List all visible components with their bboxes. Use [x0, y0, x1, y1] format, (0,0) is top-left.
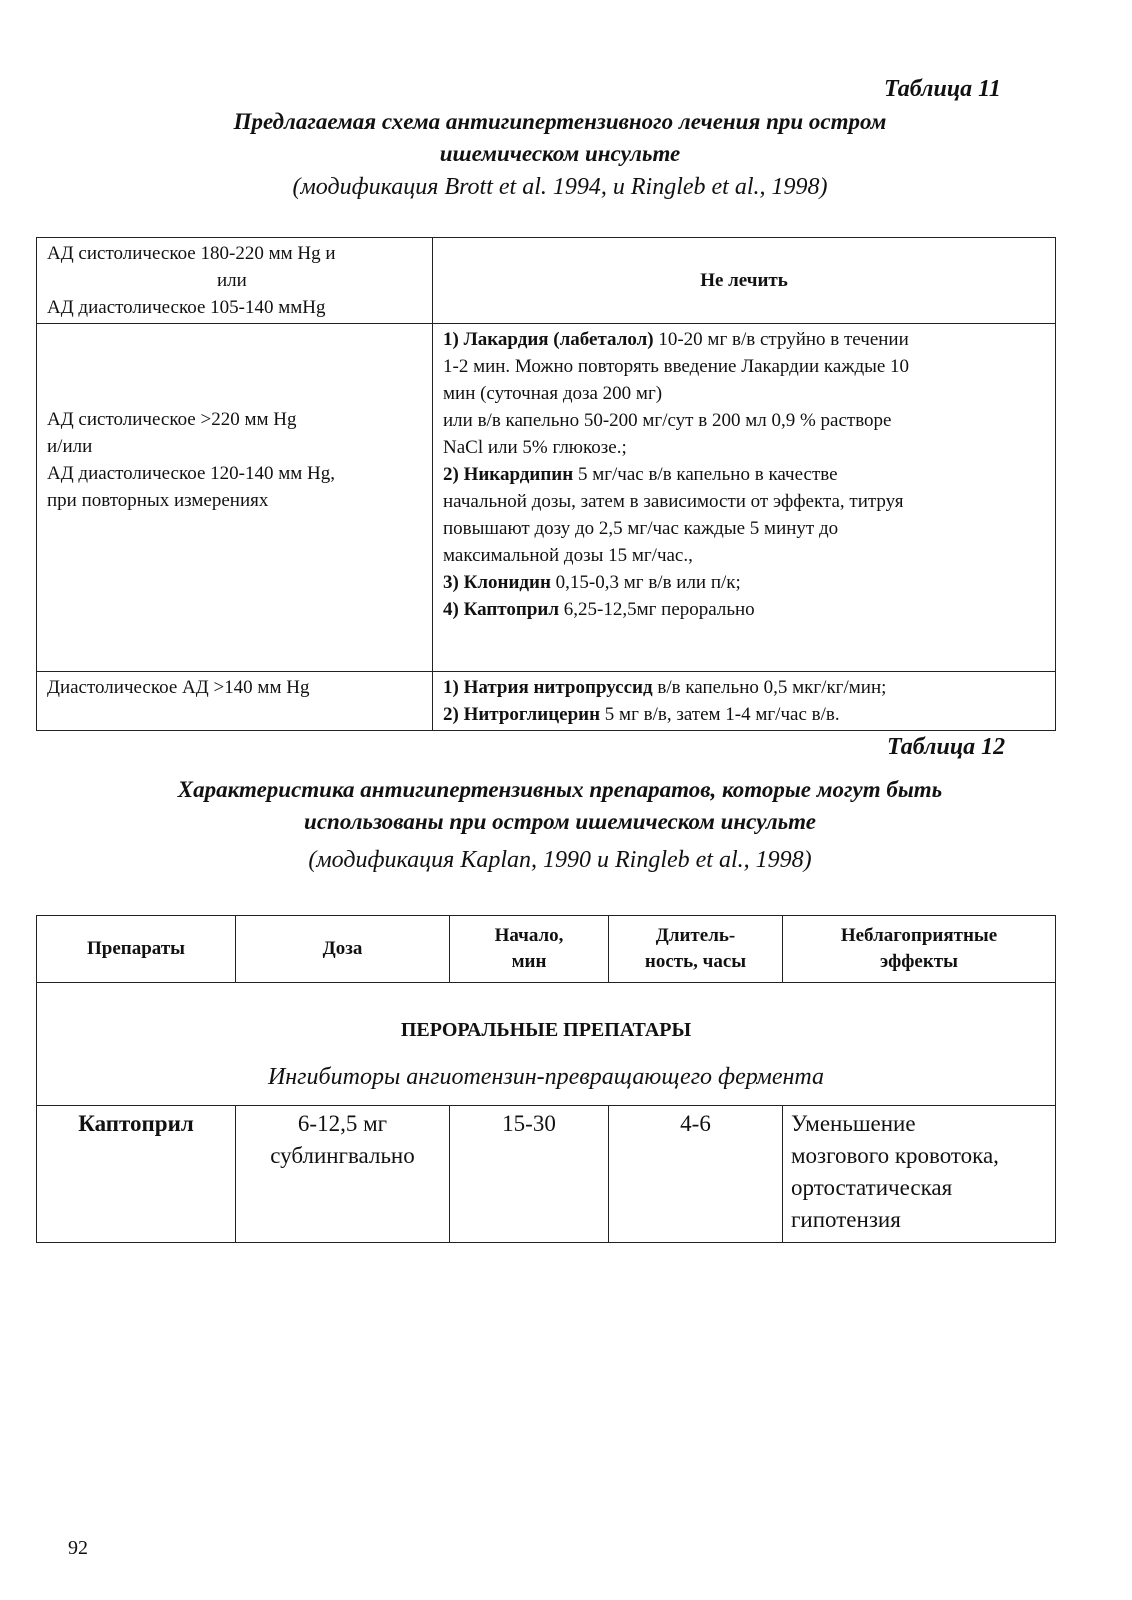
column-header [783, 916, 1056, 983]
treatment-line [443, 326, 1045, 353]
effects-line: Уменьшение [791, 1111, 916, 1136]
table-row [37, 672, 1056, 731]
drug-dosage: в/в капельно 0,5 мкг/кг/мин; [652, 677, 887, 698]
duration-cell: 4-6 [609, 1106, 783, 1243]
condition-line: АД диастолическое 105-140 ммHg [47, 297, 326, 318]
treatment-line [443, 461, 1045, 488]
effects-cell [783, 1106, 1056, 1243]
header-text: Препараты [87, 938, 185, 959]
header-text: Неблагоприятные [840, 925, 998, 946]
column-header [37, 916, 236, 983]
drug-dosage: 0,15-0,3 мг в/в или п/к; [550, 572, 741, 593]
treatment-line: NaCl или 5% глюкозе.; [443, 437, 627, 458]
condition-line: АД диастолическое 120-140 мм Hg, [47, 463, 336, 484]
drug-name: 4) Каптоприл [443, 599, 560, 620]
treatment-line: начальной дозы, затем в зависимости от эффекта, титруя [443, 491, 904, 512]
dose-cell [236, 1106, 450, 1243]
treatment-line: или в/в капельно 50-200 мг/сут в 200 мл 0,9 % растворе [443, 410, 892, 431]
onset-cell: 15-30 [450, 1106, 609, 1243]
table-row [37, 238, 1056, 324]
drug-name: 1) Лакардия (лабеталол) [443, 329, 654, 350]
drug-name: 2) Никардипин [443, 464, 574, 485]
treatment-line [443, 569, 1045, 596]
treatment-line: мин (суточная доза 200 мг) [443, 383, 663, 404]
effects-line: гипотензия [791, 1207, 901, 1232]
section-subtitle: Ингибиторы ангиотензин-превращающего фермента [267, 1064, 825, 1090]
table11-title-line1: Предлагаемая схема антигипертензивного лечения при остром [233, 109, 887, 134]
treatment-line: повышают дозу до 2,5 мг/час каждые 5 минут до [443, 518, 839, 539]
table11-title-line2: ишемическом инсульте [439, 141, 681, 166]
table-row [37, 324, 1056, 672]
header-text: ность, часы [644, 951, 747, 972]
page-number: 92 [68, 1537, 88, 1559]
section-row [37, 983, 1056, 1106]
drug-name: 3) Клонидин [443, 572, 551, 593]
column-header [236, 916, 450, 983]
effects-line: ортостатическая [791, 1175, 953, 1200]
treatment-line: 1-2 мин. Можно повторять введение Лакардии каждые 10 [443, 356, 910, 377]
drug-dosage: 10-20 мг в/в струйно в течении [653, 329, 909, 350]
treatment-line [443, 596, 1045, 623]
dose-line: сублингвально [270, 1143, 415, 1168]
header-text: Начало, [494, 925, 564, 946]
condition-line: Диастолическое АД >140 мм Hg [47, 677, 310, 698]
table11 [36, 237, 1056, 731]
header-row [37, 916, 1056, 983]
treatment-cell [433, 324, 1056, 672]
condition-line: АД систолическое 180-220 мм Hg и [47, 243, 336, 264]
condition-line: АД систолическое >220 мм Hg [47, 409, 297, 430]
condition-line: или [217, 270, 247, 291]
treatment-line: максимальной дозы 15 мг/час., [443, 545, 693, 566]
treatment-cell: Не лечить [433, 238, 1056, 324]
drug-cell: Каптоприл [37, 1106, 236, 1243]
condition-line: при повторных измерениях [47, 490, 269, 511]
drug-name: 2) Нитроглицерин [443, 704, 601, 725]
column-header [609, 916, 783, 983]
table12-title [60, 774, 1060, 838]
table11-label: Таблица 11 [884, 76, 1001, 102]
column-header [450, 916, 609, 983]
drug-name: 1) Натрия нитропруссид [443, 677, 653, 698]
table-row [37, 1106, 1056, 1243]
table12 [36, 915, 1056, 1243]
table12-subtitle: (модификация Kaplan, 1990 и Ringleb et al., 1998) [308, 847, 812, 873]
header-text: мин [511, 951, 547, 972]
treatment-line [443, 674, 1045, 701]
drug-dosage: 5 мг в/в, затем 1-4 мг/час в/в. [600, 704, 840, 725]
treatment-line [443, 701, 1045, 728]
table11-title [60, 106, 1060, 170]
dose-line: 6-12,5 мг [297, 1111, 388, 1136]
drug-dosage: 6,25-12,5мг перорально [559, 599, 755, 620]
table12-title-line2: использованы при остром ишемическом инсульте [304, 809, 816, 834]
header-text: Доза [322, 938, 363, 959]
table11-subtitle: (модификация Brott et al. 1994, и Ringleb et al., 1998) [292, 174, 828, 200]
section-cell [37, 983, 1056, 1106]
drug-dosage: 5 мг/час в/в капельно в качестве [573, 464, 838, 485]
table12-title-line1: Характеристика антигипертензивных препаратов, которые могут быть [177, 777, 943, 802]
header-text: Длитель- [655, 925, 736, 946]
treatment-cell [433, 672, 1056, 731]
condition-cell [37, 324, 433, 672]
header-text: эффекты [880, 951, 958, 972]
effects-line: мозгового кровотока, [791, 1143, 999, 1168]
condition-cell [37, 672, 433, 731]
table12-label: Таблица 12 [887, 734, 1006, 760]
section-title: ПЕРОРАЛЬНЫЕ ПРЕПАТАРЫ [400, 1019, 692, 1041]
condition-cell [37, 238, 433, 324]
condition-line: и/или [47, 436, 93, 457]
